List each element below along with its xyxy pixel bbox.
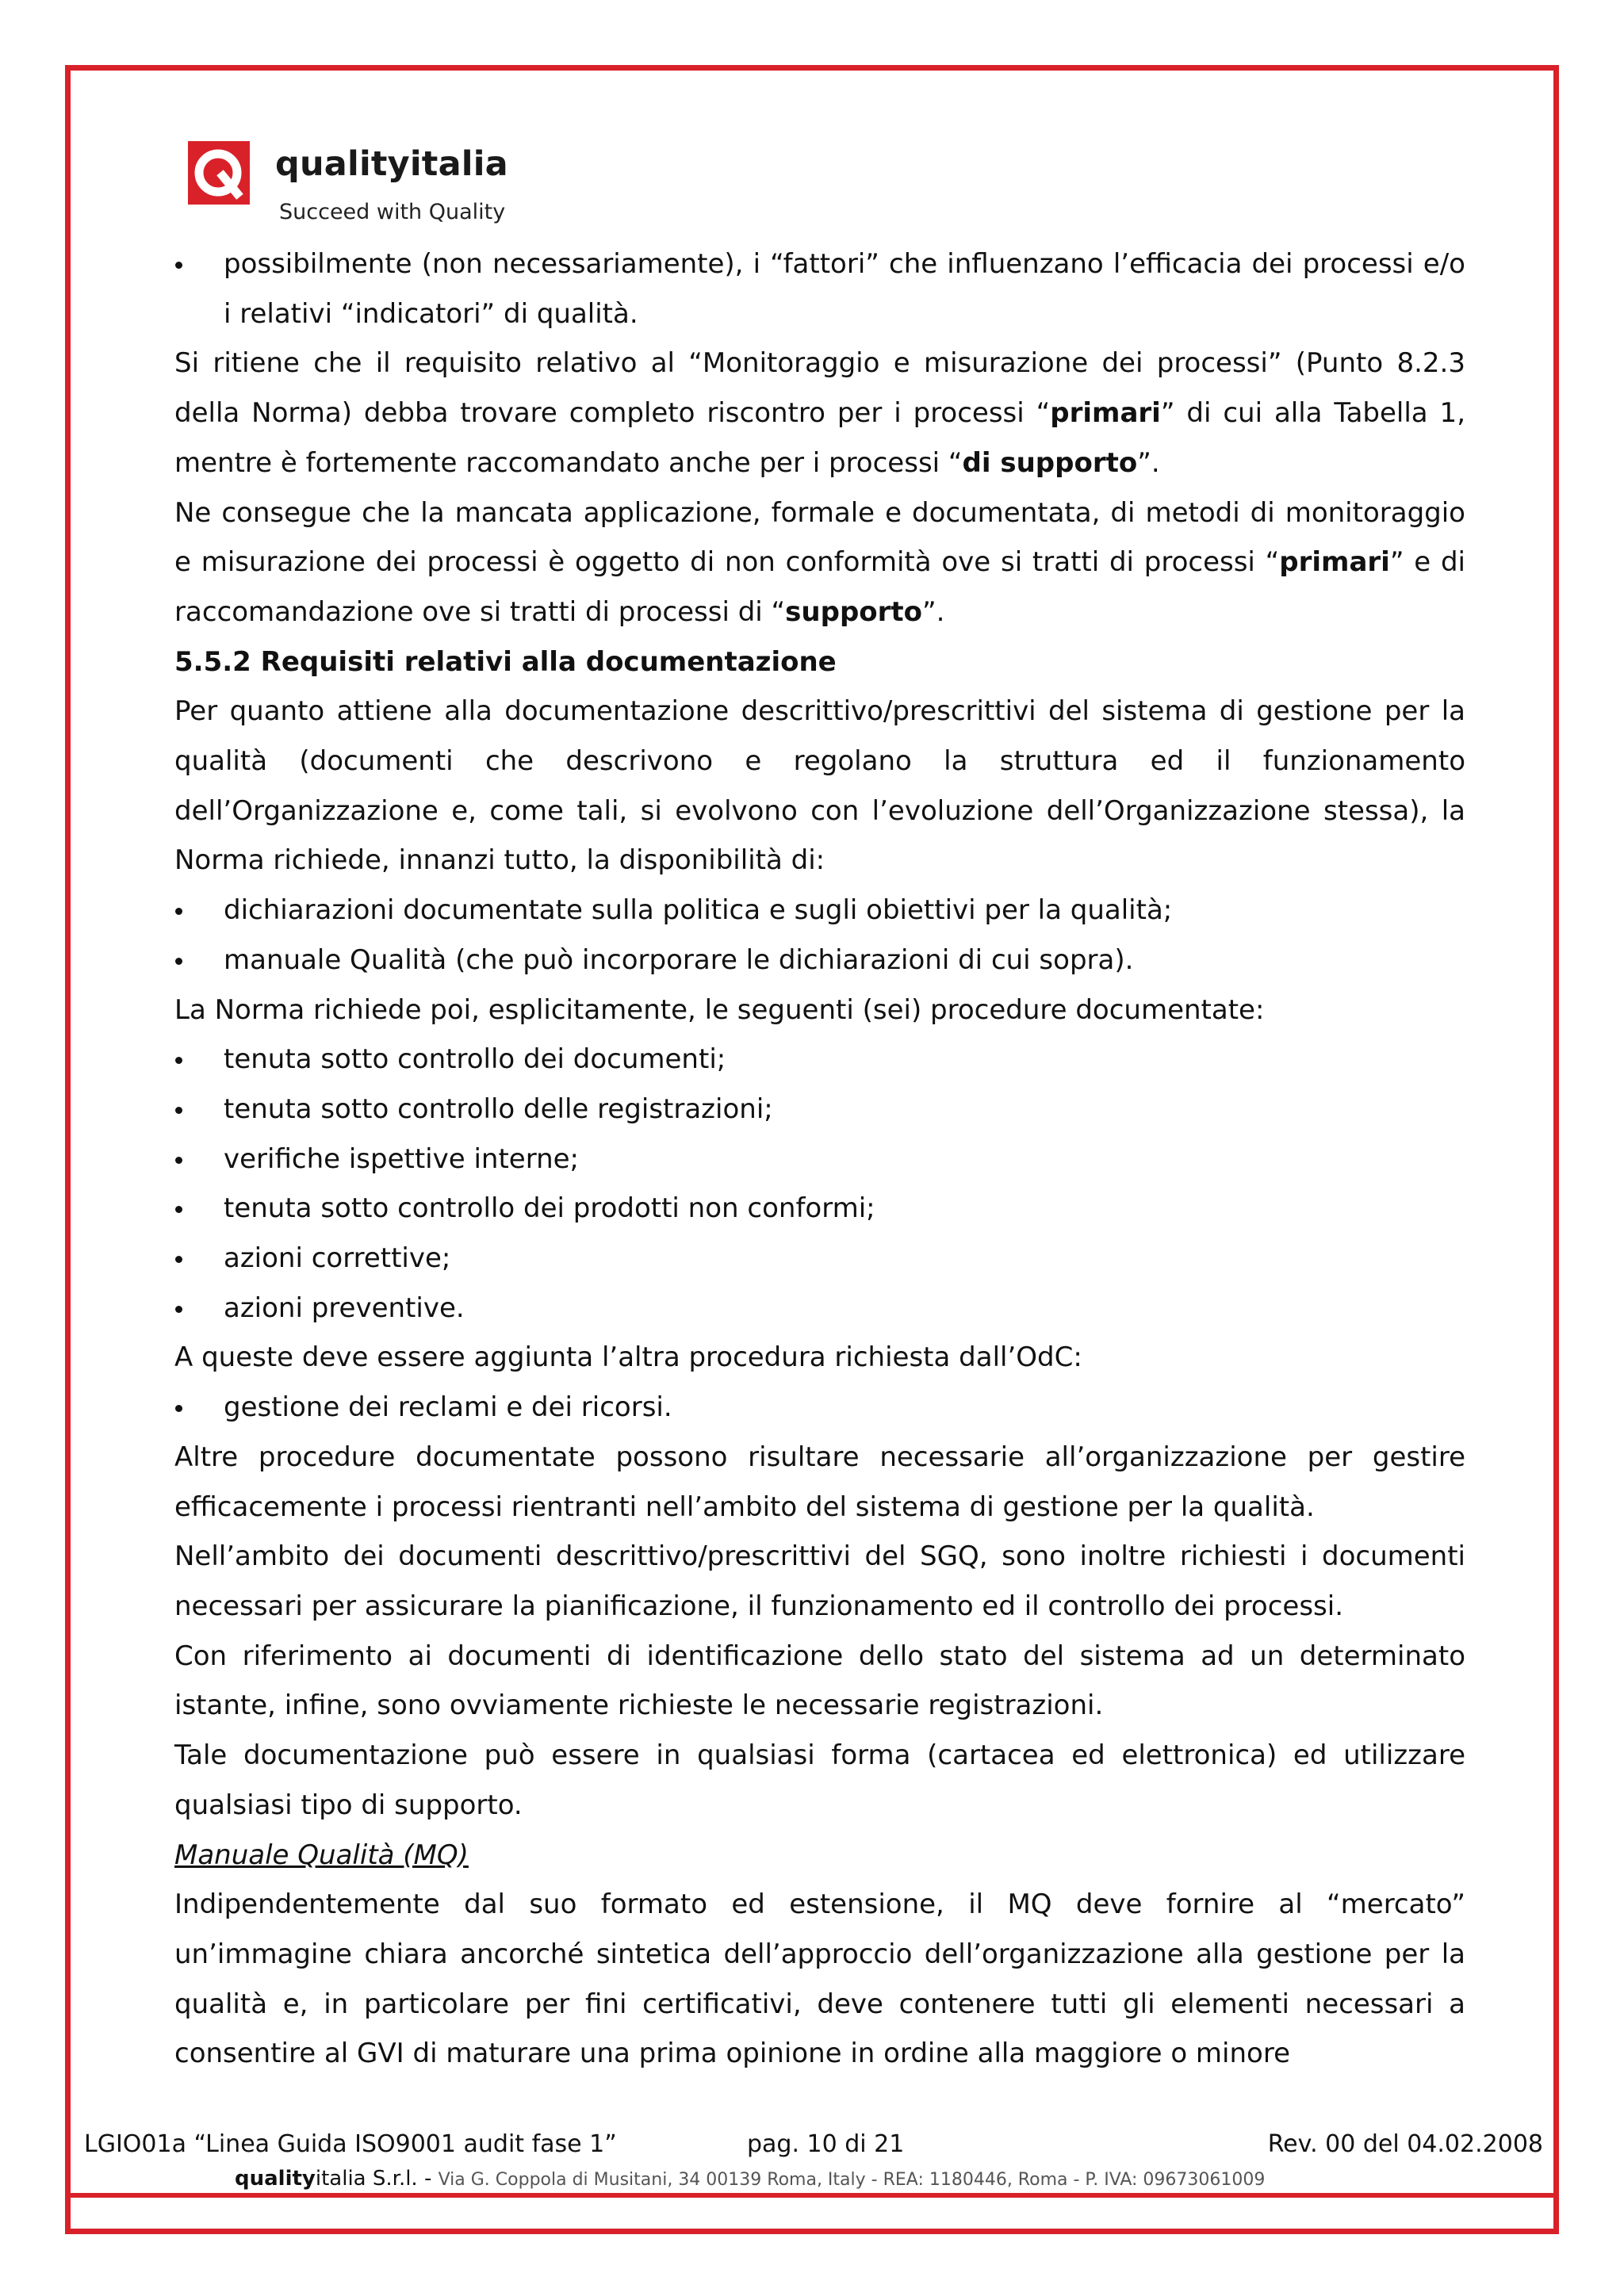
text-run: ”. [1137, 446, 1160, 479]
list-item: manuale Qualità (che può incorporare le dichiarazioni di cui sopra). [174, 936, 1465, 985]
text-run: ” di cui alla Tabella 1, mentre è fortemente raccomandato anche per i processi “ [174, 397, 1465, 479]
paragraph-procedure: La Norma richiede poi, esplicitamente, le seguenti (sei) procedure documentate: [174, 993, 1265, 1026]
paragraph-sgq: Nell’ambito dei documenti descrittivo/prescrittivi del SGQ, sono inoltre richiesti i documenti necessari per assicurare la pianificazione, il funzionamento ed il controllo dei processi. [174, 1540, 1465, 1622]
text-run: ”. [922, 595, 945, 628]
bold-term: supporto [785, 595, 923, 628]
company-name-bold: quality [235, 2167, 316, 2191]
text-run: Si ritiene che il requisito relativo al “Monitoraggio e misurazione dei processi” (Punto 8.2.3 della Norma) debba trovare completo riscontro per i processi “ [174, 347, 1465, 430]
paragraph-altre-procedure: Altre procedure documentate possono risultare necessarie all’organizzazione per gestire efficacemente i processi rientranti nell’ambito del sistema di gestione per la qualità. [174, 1441, 1465, 1523]
footer-page-number: pag. 10 di 21 [747, 2130, 905, 2158]
list-item: gestione dei reclami e dei ricorsi. [174, 1383, 1465, 1433]
footer-doc-ref: LGIO01a “Linea Guida ISO9001 audit fase 1” [84, 2130, 617, 2158]
list-item: verifiche ispettive interne; [174, 1135, 1465, 1184]
footer-company [235, 2167, 1265, 2191]
bullet-list-reclami [174, 1383, 1465, 1433]
list-item: azioni correttive; [174, 1234, 1465, 1284]
bullet-list-procedure [174, 1035, 1465, 1333]
company-name-rest: italia S.r.l. - [315, 2167, 432, 2191]
list-item: possibilmente (non necessariamente), i “fattori” che influenzano l’efficacia dei processi e/o i relativi “indicatori” di qualità. [174, 239, 1465, 339]
text-run: ” e di raccomandazione ove si tratti di processi di “ [174, 546, 1465, 628]
paragraph-mq: Indipendentemente dal suo formato ed estensione, il MQ deve fornire al “mercato” un’immagine chiara ancorché sintetica dell’approccio dell’organizzazione alla gestione per la qualità e, in particolare per fini certificativi, deve contenere tutti gli elementi necessari a consentire al GVI di maturare una prima opinione in ordine alla maggiore o minore [174, 1888, 1465, 2070]
paragraph-registrazioni: Con riferimento ai documenti di identificazione dello stato del sistema ad un determinato istante, infine, sono ovviamente richieste le necessarie registrazioni. [174, 1640, 1465, 1722]
bold-term: primari [1279, 546, 1390, 579]
text-run: Ne consegue che la mancata applicazione, formale e documentata, di metodi di monitoraggio e misurazione dei processi è oggetto di non conformità ove si tratti di processi “ [174, 496, 1465, 579]
company-address: Via G. Coppola di Musitani, 34 00139 Roma, Italy - REA: 1180446, Roma - P. IVA: 09673061009 [438, 2170, 1266, 2190]
bold-term: di supporto [962, 446, 1138, 479]
list-item: tenuta sotto controllo dei prodotti non conformi; [174, 1184, 1465, 1234]
bullet-list-dichiarazioni [174, 886, 1465, 985]
bullet-list-continued [174, 239, 1465, 339]
footer-divider [65, 2193, 1559, 2198]
bold-term: primari [1050, 397, 1161, 430]
section-heading: 5.5.2 Requisiti relativi alla documentazione [174, 645, 837, 678]
paragraph-forma: Tale documentazione può essere in qualsiasi forma (cartacea ed elettronica) ed utilizzare qualsiasi tipo di supporto. [174, 1739, 1465, 1821]
footer-revision: Rev. 00 del 04.02.2008 [1267, 2130, 1543, 2158]
document-body [174, 239, 1465, 2079]
list-item: tenuta sotto controllo dei documenti; [174, 1035, 1465, 1085]
paragraph-consegue [174, 488, 1465, 637]
paragraph-documentazione: Per quanto attiene alla documentazione descrittivo/prescrittivi del sistema di gestione per la qualità (documenti che descrivono e regolano la struttura ed il funzionamento dell’Organizzazione e, come tali, si evolvono con l’evoluzione dell’Organizzazione stessa), la Norma richiede, innanzi tutto, la disponibilità di: [174, 695, 1465, 877]
list-item: dichiarazioni documentate sulla politica e sugli obiettivi per la qualità; [174, 886, 1465, 936]
logo-q-icon [188, 141, 250, 205]
paragraph-monitoraggio [174, 339, 1465, 488]
logo-tagline: Succeed with Quality [279, 200, 506, 224]
logo-name: qualityitalia [275, 144, 508, 184]
paragraph-odc: A queste deve essere aggiunta l’altra procedura richiesta dall’OdC: [174, 1341, 1082, 1374]
list-item: tenuta sotto controllo delle registrazioni; [174, 1085, 1465, 1135]
subsection-title-mq: Manuale Qualità (MQ) [174, 1839, 469, 1871]
list-item: azioni preventive. [174, 1284, 1465, 1334]
